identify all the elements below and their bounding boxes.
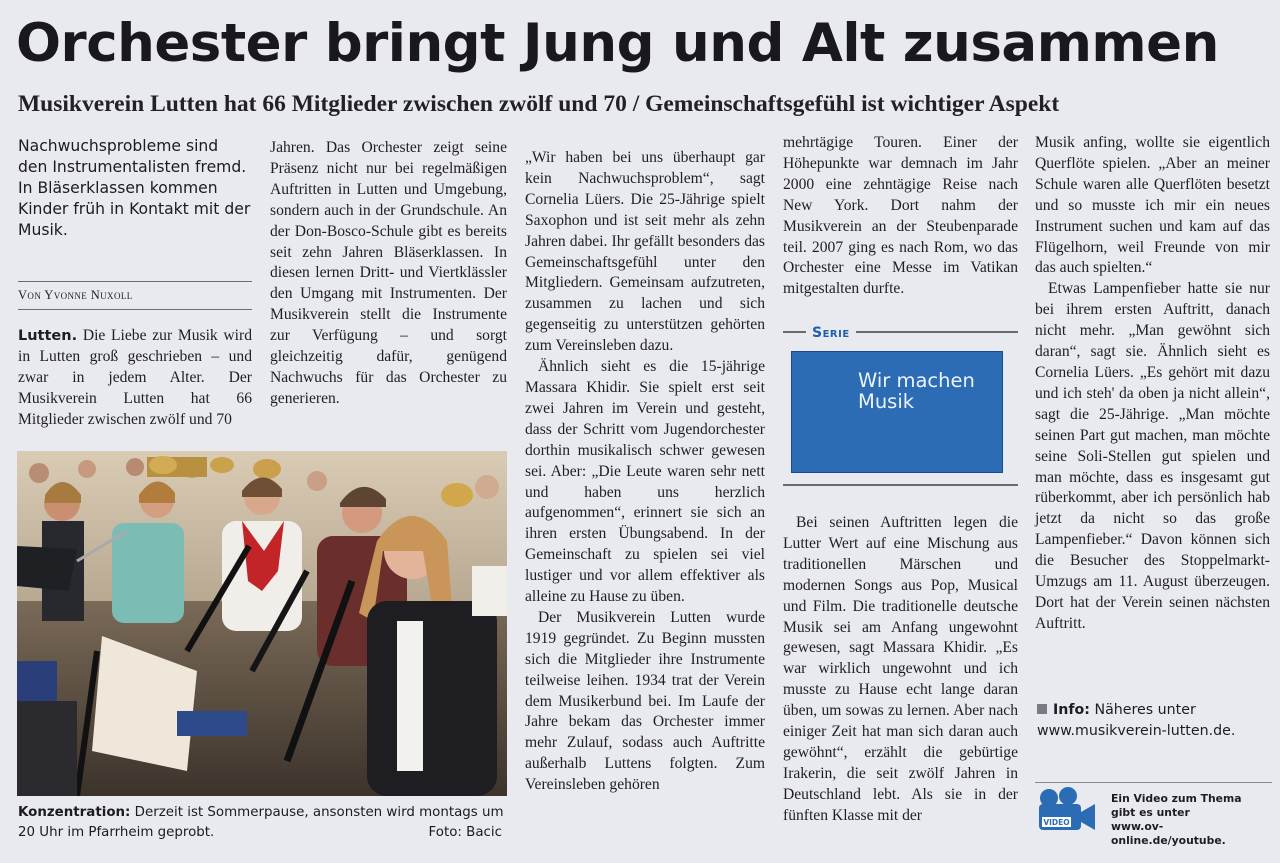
dateline: Lutten.	[18, 328, 78, 344]
article-column-2	[270, 138, 507, 410]
headline: Orchester bringt Jung und Alt zusammen	[16, 13, 1219, 74]
column-3-paragraph-3: Der Musikverein Lutten wurde 1919 gegründet. Zu Beginn mussten sich die Mitglieder ihre Instrumente teilweise leihen. 1934 trat der Verein dem Musikerbund bei. Im Laufe der Jahre bekam das Orchester immer mehr Zulauf, sodass auch Auftritte außerhalb Luttens folgten. Zum Vereinsleben gehören	[525, 608, 765, 794]
video-line-2: gibt es unter	[1111, 806, 1190, 819]
video-top-rule	[1035, 782, 1272, 783]
info-box	[1037, 700, 1272, 742]
photo-caption	[18, 803, 508, 843]
byline: Von Yvonne Nuxoll	[18, 288, 133, 302]
column-3-paragraph-2: Ähnlich sieht es die 15-jährige Massara Khidir. Sie spielt erst seit zwei Jahren im Verein und gesteht, dass der Schritt vom Jugendorchester dorthin musikalisch schwer gewesen sei. Aber: „Die Leute waren sehr nett und haben uns herzlich aufgenommen“, erinnert sie sich an ihren ersten Übungsabend. In der Gemeinschaft zu spielen sei viel lustiger und vor allem effektiver als alleine zu Hause zu üben.	[525, 358, 765, 606]
video-line-1: Ein Video zum Thema	[1111, 792, 1242, 805]
column-5-paragraph-1: Musik anfing, wollte sie eigentlich Querflöte spielen. „Aber an meiner Schule waren alle Querflöten besetzt und so musste ich mir ein neues Instrument suchen und kam auf das Flügelhorn, weil Freunde von mir das auch spielten.“	[1035, 134, 1270, 277]
serie-box	[791, 351, 1003, 473]
video-line-3: www.ov-online.de/youtube.	[1111, 820, 1226, 847]
info-text: Näheres unter	[1094, 702, 1196, 718]
serie-label: Serie	[806, 325, 856, 341]
article-column-4-bottom	[783, 513, 1018, 827]
serie-bottom-rule	[783, 484, 1018, 486]
column-2-text: Jahren. Das Orchester zeigt seine Präsenz nicht nur bei regelmäßigen Auftritten in Lutten und Umgebung, sondern auch in der Grundschule. An der Don-Bosco-Schule gibt es bereits seit zehn Jahren Bläserklassen. In diesen lernen Dritt- und Viertklässler den Umgang mit Instrumenten. Der Musikverein stellt die Instrumente zur Verfügung – und sorgt gleichzeitig dafür, genügend Nachwuchs für das Orchester zu generieren.	[270, 139, 507, 407]
caption-text: Derzeit ist Sommerpause, ansonsten wird montags um 20 Uhr im Pfarrheim geprobt.	[18, 805, 504, 840]
column-3-paragraph-1: „Wir haben bei uns überhaupt gar kein Nachwuchsproblem“, sagt Cornelia Lüers. Die 25-Jährige spielt Saxophon und ist seit mehr als zehn Jahren dabei. Ihr gefällt besonders das Gemeinschaftsgefühl unter den Mitgliedern. Gemeinsam aufzutreten, zusammen zu lachen und sich gegenseitig zu unterstützen gehörten zum Vereinsleben dazu.	[525, 149, 765, 355]
info-url: www.musikverein-lutten.de.	[1037, 723, 1236, 739]
article-column-4-top	[783, 133, 1018, 300]
serie-title: Wir machen Musik	[858, 369, 975, 413]
column-1-text: Die Liebe zur Musik wird in Lutten groß geschrieben – und zwar in jedem Alter. Der Musikverein Lutten hat 66 Mitglieder zwischen zwölf und 70	[18, 327, 252, 428]
caption-label: Konzentration:	[18, 805, 131, 820]
video-badge: VIDEO	[1043, 818, 1070, 827]
column-4-top-text: mehrtägige Touren. Einer der Höhepunkte war demnach im Jahr 2000 eine zehntägige Reise nach New York. Dort nahm der Musikverein an der Steubenparade teil. 2007 ging es nach Rom, wo das Orchester eine Messe im Vatikan mitgestalten durfte.	[783, 134, 1018, 298]
info-square-icon	[1037, 704, 1047, 714]
article-column-3	[525, 148, 765, 796]
subheadline: Musikverein Lutten hat 66 Mitglieder zwischen zwölf und 70 / Gemeinschaftsgefühl ist wichtiger Aspekt	[18, 91, 1060, 117]
video-camera-icon	[1035, 786, 1099, 836]
video-note	[1111, 792, 1276, 848]
info-label: Info:	[1053, 702, 1090, 718]
byline-bottom-rule	[18, 309, 252, 310]
article-column-1	[18, 326, 252, 431]
intro-teaser: Nachwuchsprobleme sind den Instrumentalisten fremd. In Bläserklassen kommen Kinder früh in Kontakt mit der Musik.	[18, 137, 251, 239]
column-4-bottom-text: Bei seinen Auftritten legen die Lutter Wert auf eine Mischung aus traditionellen Märschen und modernen Songs aus Pop, Musical und Film. Die traditionelle deutsche Musik sei am Anfang ungewohnt gewesen, sagt Massara Khidir. „Es war wirklich ungewohnt und ich musste zu Hause echt lange daran üben, um sowas zu lernen. Aber nach einiger Zeit hat man sich daran auch gewöhnt“, erzählt die gebürtige Irakerin, die seit zwölf Jahren in Deutschland lebt. Als sie in der fünften Klasse mit der	[783, 514, 1018, 824]
byline-top-rule	[18, 281, 252, 282]
photo-credit: Foto: Bacic	[428, 825, 502, 840]
column-5-paragraph-2: Etwas Lampenfieber hatte sie nur bei ihrem ersten Auftritt, danach nicht mehr. „Man gewöhnt sich daran“, sagt sie. Ähnlich sieht es Cornelia Lüers. „Es gehört mit dazu und ich steh' da oben ja nicht allein“, sagt die 25-Jährige. „Man möchte seinen Part gut machen, man möchte seine Soli-Stellen gut spielen und man möchte, dass es insgesamt gut rüberkommt, aber ich persönlich hab jetzt da nicht so das große Lampenfieber.“ Davon können sich die Besucher des Stoppelmarkt-Umzugs am 11. August überzeugen. Dort hat der Verein seinen nächsten Auftritt.	[1035, 280, 1270, 632]
article-column-5	[1035, 133, 1270, 635]
orchestra-photo	[17, 451, 507, 796]
